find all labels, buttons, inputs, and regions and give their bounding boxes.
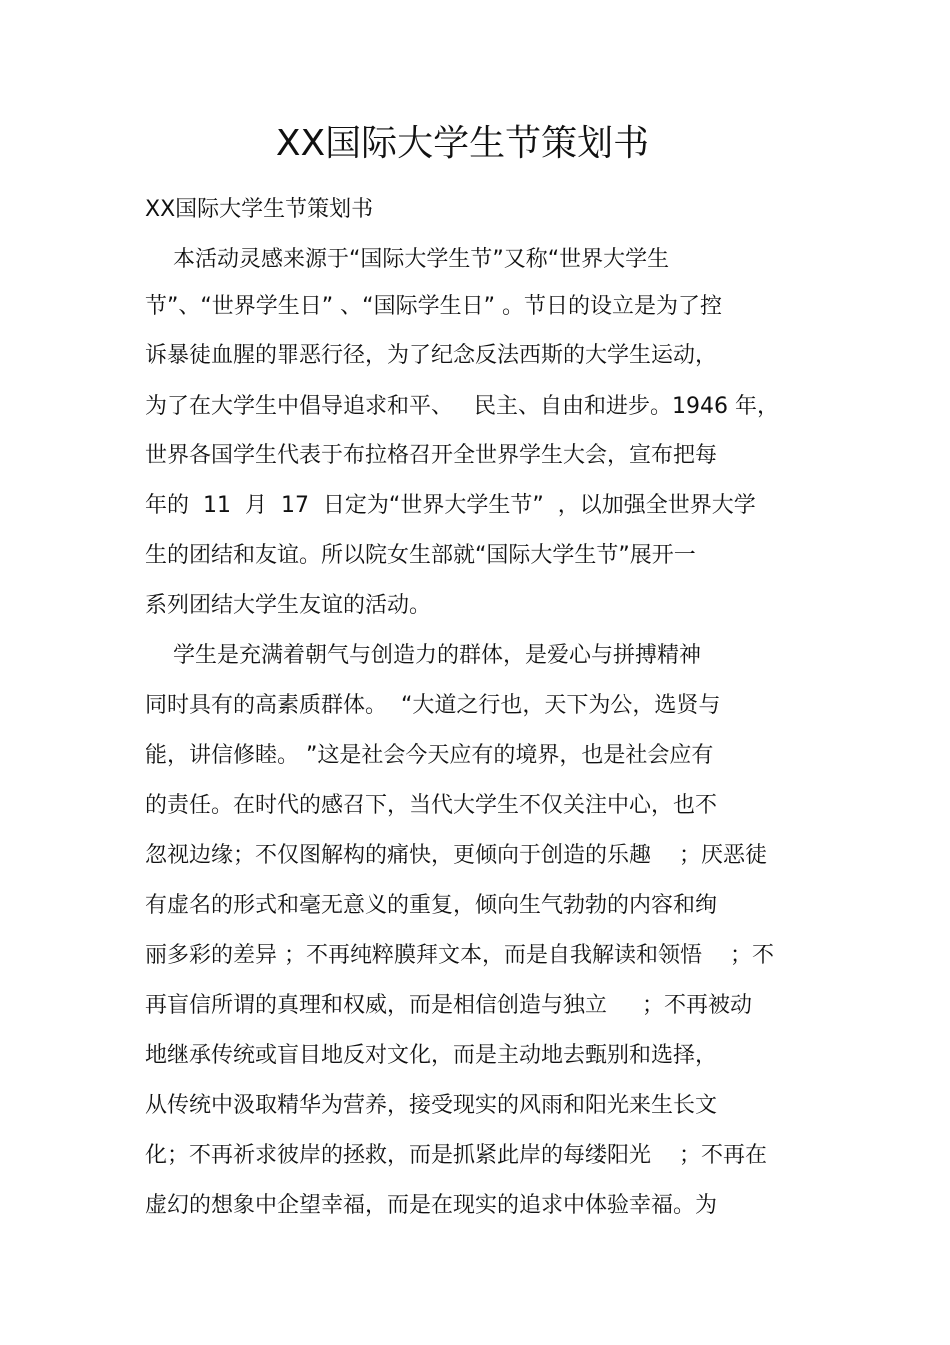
body-line: 能，讲信修睦。 ”这是社会今天应有的境界，也是社会应有 <box>145 743 714 768</box>
body-line: 系列团结大学生友谊的活动。 <box>145 593 432 618</box>
body-line: 从传统中汲取精华为营养，接受现实的风雨和阳光来生长文 <box>145 1093 718 1118</box>
body-line: 同时具有的高素质群体。 “大道之行也，天下为公，选贤与 <box>145 693 721 718</box>
body-line: 的责任。在时代的感召下，当代大学生不仅关注中心，也不 <box>145 793 718 818</box>
document-title: XX国际大学生节策划书 <box>275 123 650 164</box>
body-line: 学生是充满着朝气与创造力的群体，是爱心与拼搏精神 <box>145 643 701 668</box>
body-line: 再盲信所谓的真理和权威，而是相信创造与独立 ；不再被动 <box>145 993 752 1018</box>
body-line: 节”、“世界学生日” 、“国际学生日” 。节日的设立是为了控 <box>145 294 722 319</box>
body-line: 世界各国学生代表于布拉格召开全世界学生大会，宣布把每 <box>145 443 718 468</box>
body-line: 本活动灵感来源于“国际大学生节”又称“世界大学生 <box>145 247 670 272</box>
body-line: 地继承传统或盲目地反对文化，而是主动地去甄别和选择， <box>145 1043 718 1068</box>
body-line: 诉暴徒血腥的罪恶行径，为了纪念反法西斯的大学生运动， <box>145 343 718 368</box>
body-line: 虚幻的想象中企望幸福，而是在现实的追求中体验幸福。为 <box>145 1193 718 1218</box>
document-subtitle: XX国际大学生节策划书 <box>145 197 374 222</box>
body-line: 年的 11 月 17 日定为“世界大学生节” ，以加强全世界大学 <box>145 493 756 518</box>
body-line: 生的团结和友谊。所以院女生部就“国际大学生节”展开一 <box>145 543 696 568</box>
body-line: 忽视边缘；不仅图解构的痛快，更倾向于创造的乐趣 ；厌恶徒 <box>145 843 767 868</box>
body-line: 有虚名的形式和毫无意义的重复，倾向生气勃勃的内容和绚 <box>145 893 718 918</box>
body-line: 为了在大学生中倡导追求和平、 民主、自由和进步。1946 年， <box>145 394 779 419</box>
body-line: 丽多彩的差异 ；不再纯粹膜拜文本，而是自我解读和领悟 ；不 <box>145 943 774 968</box>
body-line: 化；不再祈求彼岸的拯救，而是抓紧此岸的每缕阳光 ；不再在 <box>145 1143 767 1168</box>
